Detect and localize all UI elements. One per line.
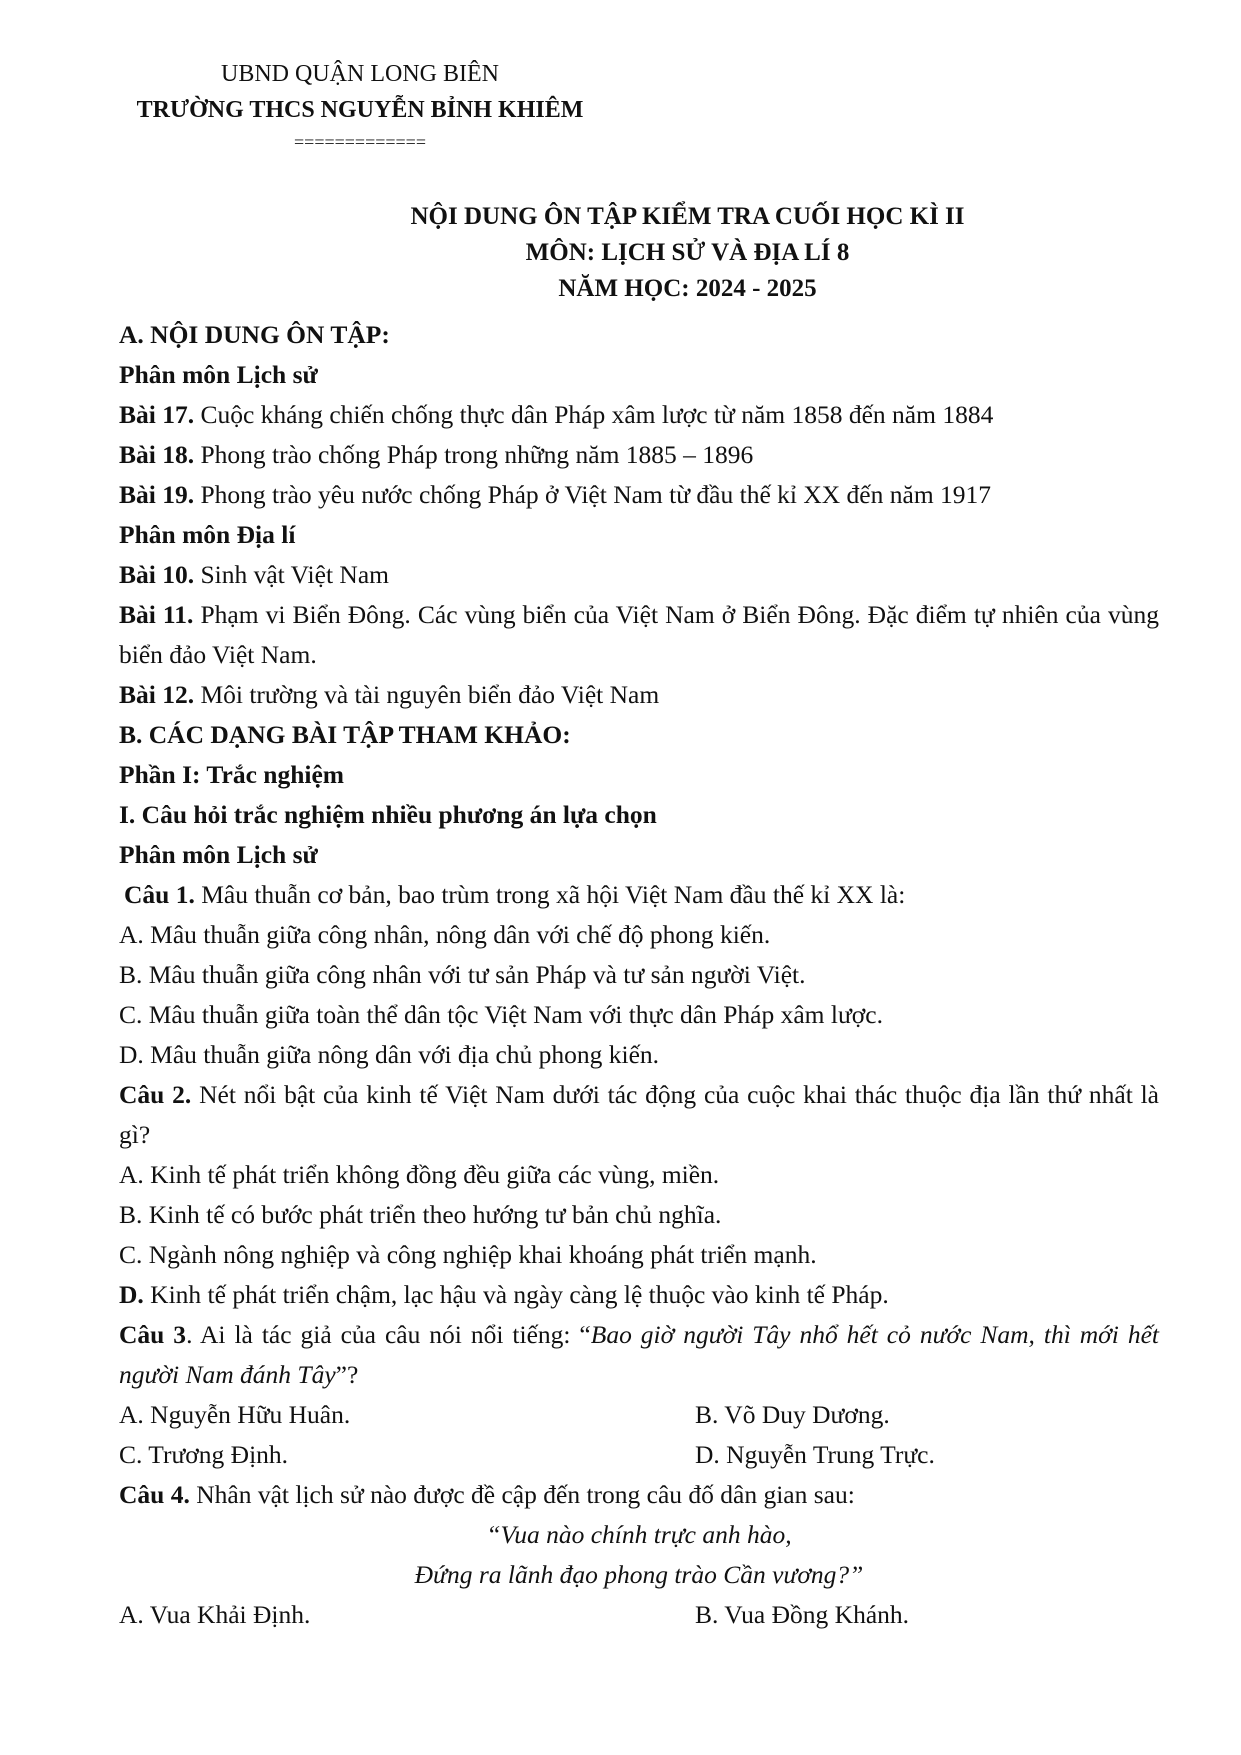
- verse-line: Đứng ra lãnh đạo phong trào Cần vương?”: [414, 1560, 864, 1589]
- answer-row: [119, 1595, 1159, 1635]
- title-line-2: MÔN: LỊCH SỬ VÀ ĐỊA LÍ 8: [525, 239, 850, 266]
- option-text: Kinh tế phát triển chậm, lạc hậu và ngày càng lệ thuộc vào kinh tế Pháp.: [143, 1280, 889, 1309]
- lesson-text: Phong trào chống Pháp trong những năm 1885 – 1896: [194, 440, 754, 469]
- answer-option: A. Mâu thuẫn giữa công nhân, nông dân với chế độ phong kiến.: [119, 920, 771, 949]
- geography-heading: Phân môn Địa lí: [119, 520, 296, 549]
- lesson-text: Phong trào yêu nước chống Pháp ở Việt Nam từ đầu thế kỉ XX đến năm 1917: [194, 480, 992, 509]
- question-2: [119, 1075, 1159, 1155]
- question-1: [119, 875, 1159, 915]
- lesson-item: [119, 675, 1159, 715]
- part-1-heading: Phần I: Trắc nghiệm: [119, 760, 345, 789]
- section-a-heading: A. NỘI DUNG ÔN TẬP:: [119, 320, 390, 349]
- quoted-saying: Bao giờ người Tây nhổ hết cỏ nước Nam, thì mới hết người Nam đánh Tây: [119, 1320, 1159, 1389]
- answer-option: B. Mâu thuẫn giữa công nhân với tư sản Pháp và tư sản người Việt.: [119, 960, 806, 989]
- answer-option: A. Kinh tế phát triển không đồng đều giữa các vùng, miền.: [119, 1160, 720, 1189]
- lesson-item: [119, 475, 1159, 515]
- issuing-authority: UBND QUẬN LONG BIÊN: [221, 61, 499, 87]
- question-4: [119, 1475, 1159, 1515]
- lesson-label: Bài 18.: [119, 440, 195, 469]
- question-text: . Ai là tác giả của câu nói nổi tiếng: “: [186, 1320, 591, 1349]
- title-line-1: NỘI DUNG ÔN TẬP KIỂM TRA CUỐI HỌC KÌ II: [410, 203, 965, 230]
- answer-option: D. Nguyễn Trung Trực.: [695, 1440, 935, 1469]
- history-heading: Phân môn Lịch sử: [119, 840, 318, 869]
- question-label: Câu 1.: [124, 880, 195, 909]
- lesson-label: Bài 19.: [119, 480, 195, 509]
- question-text-end: ”?: [335, 1360, 359, 1389]
- lesson-label: Bài 12.: [119, 680, 195, 709]
- document-title: [120, 199, 1241, 307]
- lesson-text: Phạm vi Biển Đông. Các vùng biển của Việt Nam ở Biển Đông. Đặc điểm tự nhiên của vùng biển đảo Việt Nam.: [119, 600, 1160, 669]
- document-header: [100, 56, 620, 152]
- header-rule: =============: [294, 132, 426, 152]
- answer-option: C. Mâu thuẫn giữa toàn thể dân tộc Việt Nam với thực dân Pháp xâm lược.: [119, 1000, 883, 1029]
- answer-option: B. Vua Đồng Khánh.: [695, 1600, 910, 1629]
- subpart-1-heading: I. Câu hỏi trắc nghiệm nhiều phương án lựa chọn: [119, 800, 657, 829]
- question-text: Nhân vật lịch sử nào được đề cập đến trong câu đố dân gian sau:: [189, 1480, 855, 1509]
- school-name: TRƯỜNG THCS NGUYỄN BỈNH KHIÊM: [136, 97, 584, 123]
- question-text: Nét nổi bật của kinh tế Việt Nam dưới tác động của cuộc khai thác thuộc địa lần thứ nhất là gì?: [119, 1080, 1159, 1149]
- question-text: Mâu thuẫn cơ bản, bao trùm trong xã hội Việt Nam đầu thế kỉ XX là:: [194, 880, 906, 909]
- answer-option: A. Nguyễn Hữu Huân.: [119, 1400, 351, 1429]
- answer-option: A. Vua Khải Định.: [119, 1600, 311, 1629]
- question-label: Câu 3: [119, 1320, 187, 1349]
- document-body: [119, 315, 1159, 1635]
- answer-option: [119, 1275, 1159, 1315]
- lesson-text: Môi trường và tài nguyên biển đảo Việt Nam: [194, 680, 660, 709]
- section-b-heading: B. CÁC DẠNG BÀI TẬP THAM KHẢO:: [119, 720, 571, 749]
- lesson-text: Cuộc kháng chiến chống thực dân Pháp xâm lược từ năm 1858 đến năm 1884: [194, 400, 994, 429]
- lesson-item: [119, 395, 1159, 435]
- lesson-label: Bài 11.: [119, 600, 194, 629]
- answer-row: [119, 1395, 1159, 1435]
- lesson-item: [119, 435, 1159, 475]
- answer-option: B. Võ Duy Dương.: [695, 1400, 890, 1429]
- answer-row: [119, 1435, 1159, 1475]
- title-line-3: NĂM HỌC: 2024 - 2025: [558, 275, 817, 302]
- lesson-label: Bài 17.: [119, 400, 195, 429]
- option-label: D.: [119, 1280, 144, 1309]
- lesson-text: Sinh vật Việt Nam: [194, 560, 389, 589]
- lesson-item: [119, 595, 1159, 675]
- question-label: Câu 4.: [119, 1480, 190, 1509]
- answer-option: B. Kinh tế có bước phát triển theo hướng tư bản chủ nghĩa.: [119, 1200, 722, 1229]
- answer-option: C. Trương Định.: [119, 1440, 289, 1469]
- verse-line: “Vua nào chính trực anh hào,: [486, 1520, 792, 1549]
- history-heading: Phân môn Lịch sử: [119, 360, 318, 389]
- question-label: Câu 2.: [119, 1080, 192, 1109]
- answer-option: D. Mâu thuẫn giữa nông dân với địa chủ phong kiến.: [119, 1040, 660, 1069]
- answer-option: C. Ngành nông nghiệp và công nghiệp khai khoáng phát triển mạnh.: [119, 1240, 817, 1269]
- question-3: [119, 1315, 1159, 1395]
- lesson-label: Bài 10.: [119, 560, 195, 589]
- lesson-item: [119, 555, 1159, 595]
